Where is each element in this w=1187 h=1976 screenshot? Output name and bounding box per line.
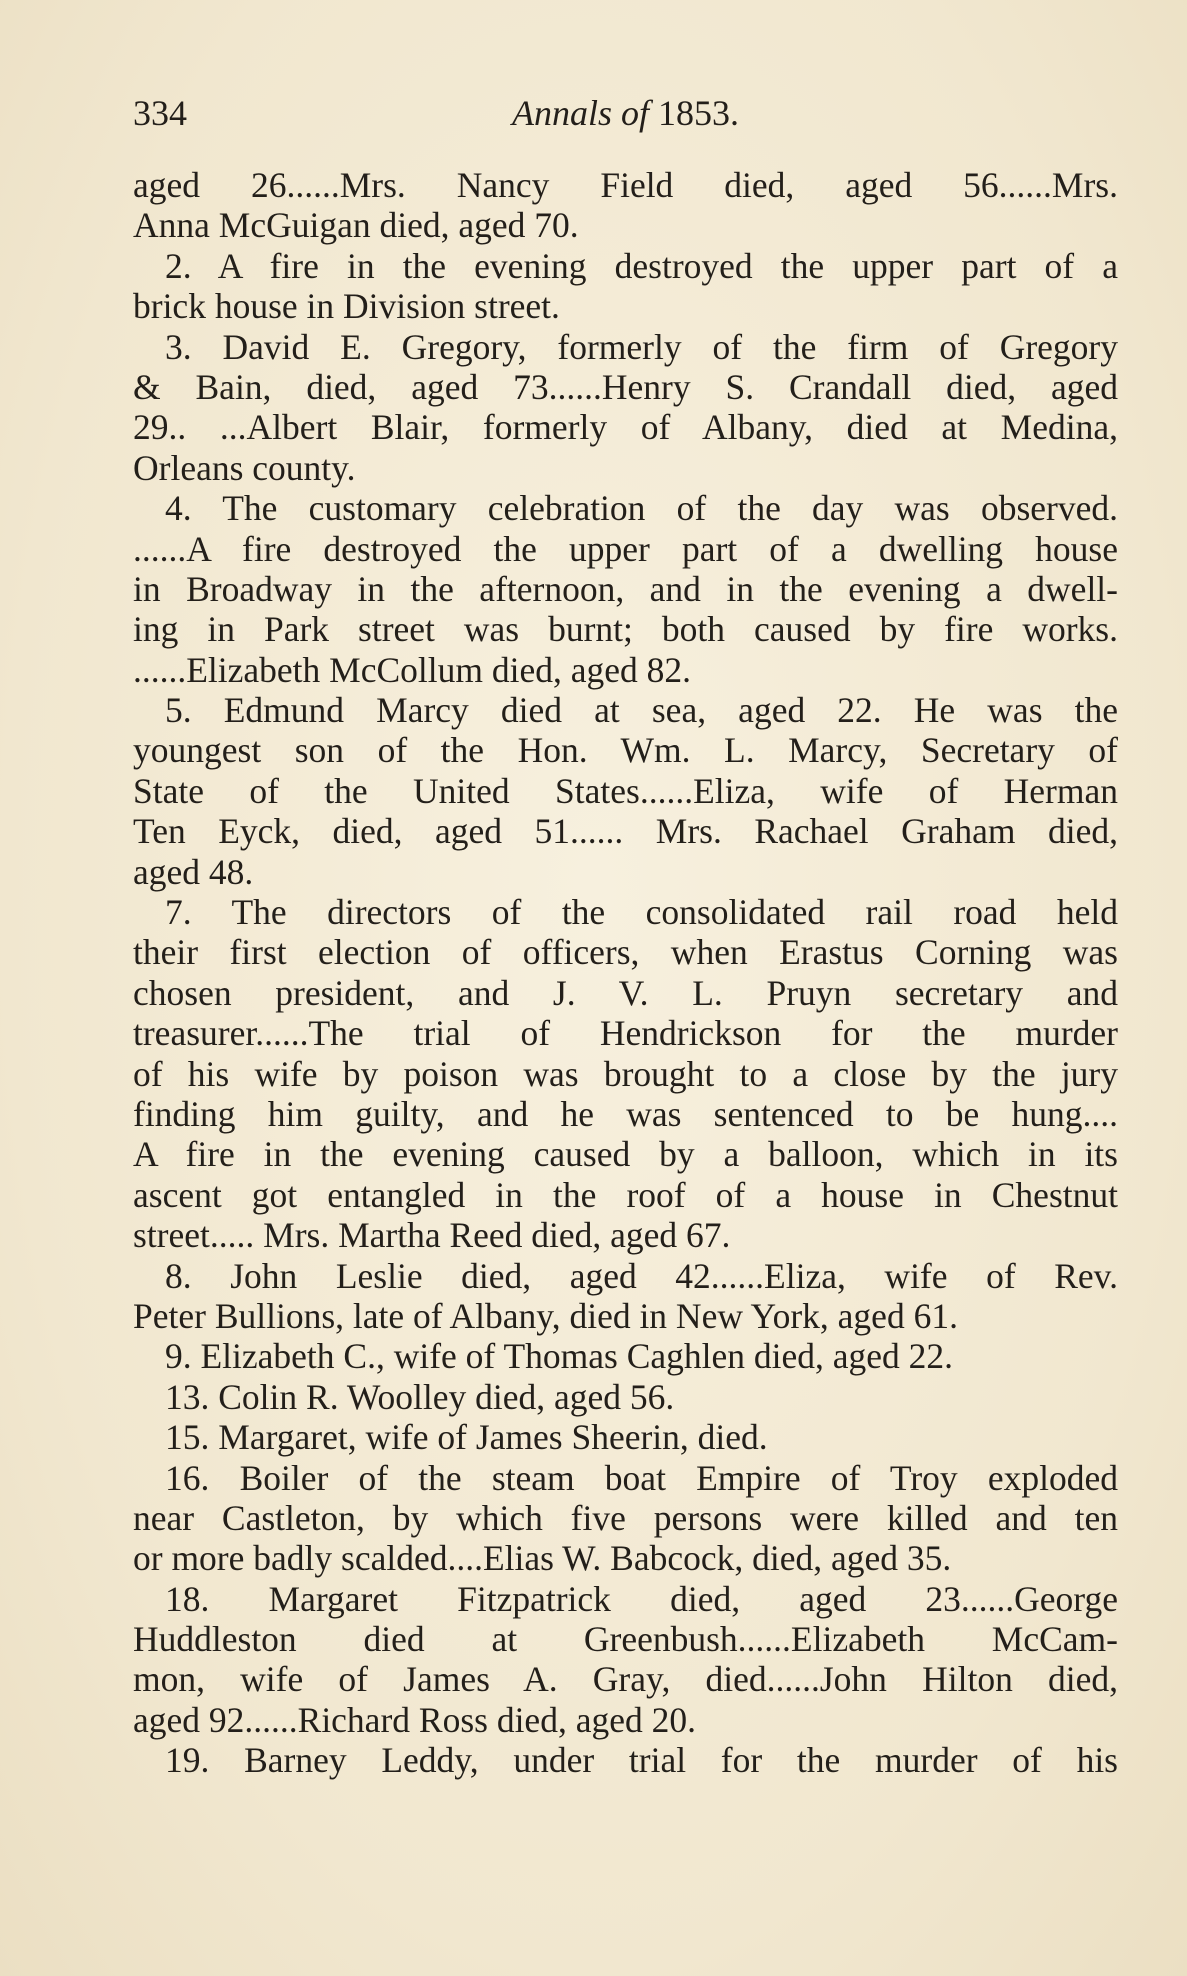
text-line: or more badly scalded....Elias W. Babcock, died, aged 35. <box>133 1538 952 1579</box>
text-line: & Bain, died, aged 73......Henry S. Crandall died, aged <box>133 366 1118 407</box>
text-line: ......A fire destroyed the upper part of a dwelling house <box>133 528 1118 569</box>
text-line: of his wife by poison was brought to a close by the jury <box>133 1053 1118 1094</box>
page-number: 334 <box>133 93 187 133</box>
text-line: ascent got entangled in the roof of a house in Chestnut <box>133 1174 1118 1215</box>
text-line: 9. Elizabeth C., wife of Thomas Caghlen died, aged 22. <box>165 1336 954 1377</box>
text-line: finding him guilty, and he was sentenced to be hung.... <box>133 1093 1118 1134</box>
text-line: 16. Boiler of the steam boat Empire of Troy exploded <box>165 1457 1118 1498</box>
running-title-year: 1853. <box>658 93 739 133</box>
text-line: State of the United States......Eliza, wife of Herman <box>133 770 1118 811</box>
text-line: 7. The directors of the consolidated rail road held <box>165 892 1118 933</box>
text-line: Anna McGuigan died, aged 70. <box>133 205 579 246</box>
text-line: 3. David E. Gregory, formerly of the firm of Gregory <box>165 326 1118 367</box>
text-line: ing in Park street was burnt; both caused by fire works. <box>133 609 1118 650</box>
text-line: 18. Margaret Fitzpatrick died, aged 23......George <box>165 1578 1118 1619</box>
text-line: brick house in Division street. <box>133 286 560 327</box>
text-line: Huddleston died at Greenbush......Elizabeth McCam- <box>133 1619 1118 1660</box>
text-line: 13. Colin R. Woolley died, aged 56. <box>165 1376 675 1417</box>
text-line: A fire in the evening caused by a balloon, which in its <box>133 1134 1118 1175</box>
text-line: Peter Bullions, late of Albany, died in New York, aged 61. <box>133 1295 958 1336</box>
text-line: their first election of officers, when Erastus Corning was <box>133 932 1118 973</box>
text-line: 8. John Leslie died, aged 42......Eliza, wife of Rev. <box>165 1255 1118 1296</box>
running-title <box>133 92 1118 134</box>
text-line: 15. Margaret, wife of James Sheerin, died. <box>165 1417 768 1458</box>
text-line: aged 48. <box>133 851 254 892</box>
body-text <box>133 165 1118 1781</box>
text-line: 29.. ...Albert Blair, formerly of Albany, died at Medina, <box>133 407 1118 448</box>
text-line: chosen president, and J. V. L. Pruyn secretary and <box>133 972 1118 1013</box>
text-line: 5. Edmund Marcy died at sea, aged 22. He was the <box>165 690 1118 731</box>
running-header <box>133 92 1118 142</box>
text-line: ......Elizabeth McCollum died, aged 82. <box>133 649 692 690</box>
text-line: treasurer......The trial of Hendrickson for the murder <box>133 1013 1118 1054</box>
text-line: near Castleton, by which five persons were killed and ten <box>133 1497 1118 1538</box>
text-line: Ten Eyck, died, aged 51...... Mrs. Rachael Graham died, <box>133 811 1118 852</box>
text-line: aged 26......Mrs. Nancy Field died, aged 56......Mrs. <box>133 165 1118 205</box>
text-line: in Broadway in the afternoon, and in the evening a dwell- <box>133 568 1118 609</box>
text-line: aged 92......Richard Ross died, aged 20. <box>133 1699 696 1740</box>
running-title-italic: Annals of <box>511 93 649 133</box>
text-line: street..... Mrs. Martha Reed died, aged 67. <box>133 1215 731 1256</box>
text-line: Orleans county. <box>133 447 356 488</box>
text-line: 4. The customary celebration of the day was observed. <box>165 488 1118 529</box>
text-line: 19. Barney Leddy, under trial for the murder of his <box>165 1740 1118 1781</box>
text-line: youngest son of the Hon. Wm. L. Marcy, Secretary of <box>133 730 1118 771</box>
text-line: mon, wife of James A. Gray, died......John Hilton died, <box>133 1659 1118 1700</box>
text-line: 2. A fire in the evening destroyed the upper part of a <box>165 245 1118 286</box>
